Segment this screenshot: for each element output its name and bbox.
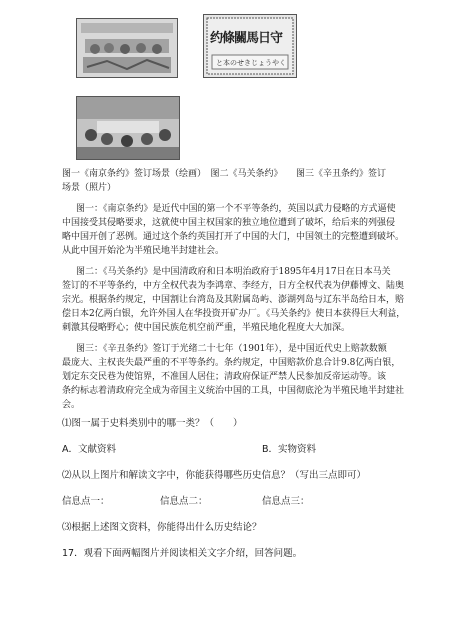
- image-captions-cont: 场景（照片）: [62, 183, 117, 193]
- paragraph-1-line-2: 中国接受其侵略要求，这就使中国主权国家的独立地位遭到了破坏，给后来的列强侵: [62, 218, 396, 228]
- info-point-1[interactable]: 信息点一：: [62, 496, 110, 507]
- paragraph-1-line-4: 从此中国开始沦为半殖民地半封建社会。: [62, 246, 225, 256]
- option-a[interactable]: A．文献资料: [62, 444, 116, 455]
- boxer-protocol-photo: [76, 96, 180, 160]
- question-3: ⑶根据上述图文资料，你能得出什么历史结论？: [62, 522, 262, 533]
- paragraph-3-line-2: 最庞大、主权丧失最严重的不平等条约。条约规定，中国赔款价息合计9.8亿两白银，: [62, 358, 401, 368]
- paragraph-2-line-2: 签订的不平等条约，中方全权代表为李鸿章、李经方，日方全权代表为伊藤博文、陆奥: [62, 281, 405, 291]
- paragraph-2-line-1: 图二：《马关条约》是中国清政府和日本明治政府于1895年4月17日在日本马关: [76, 267, 391, 277]
- paragraph-3-line-3: 划定东交民巷为使馆界，不准国人居住；清政府保证严禁人民参加反帝运动等。该: [62, 372, 387, 382]
- shimonoseki-treaty-stamp: [203, 14, 297, 78]
- paragraph-2-line-3: 宗光。根据条约规定，中国割让台湾岛及其附属岛屿、澎湖列岛与辽东半岛给日本，赔: [62, 295, 405, 305]
- image-captions: 图一《南京条约》签订场景（绘画） 图二《马关条约》 图三《辛丑条约》签订: [62, 169, 387, 179]
- question-2: ⑵从以上图片和解读文字中，你能获得哪些历史信息？（写出三点即可）: [62, 470, 367, 481]
- paragraph-3-line-5: 会。: [62, 400, 81, 410]
- photo-illustration: [77, 97, 179, 159]
- stamp-title: 约條關馬日守: [210, 31, 283, 46]
- paragraph-2-line-5: 刺激其侵略野心；使中国民族危机空前严重，半殖民地化程度大大加深。: [62, 323, 351, 333]
- option-b[interactable]: B．实物资料: [262, 444, 317, 455]
- paragraph-3-line-1: 图三：《辛丑条约》签订于光绪二十七年（1901年），是中国近代史上赔款数额: [76, 344, 387, 354]
- question-1: ⑴图一属于史料类别中的哪一类？（ ）: [62, 418, 243, 429]
- paragraph-3-line-4: 条约标志着清政府完全成为帝国主义统治中国的工具，中国彻底沦为半殖民地半封建社: [62, 386, 405, 396]
- question-17: 17．观看下面两幅图片并阅读相关文字介绍，回答问题。: [62, 548, 303, 559]
- info-point-3[interactable]: 信息点三：: [262, 496, 310, 507]
- painting-illustration: [77, 19, 177, 77]
- paragraph-1-line-1: 图一：《南京条约》是近代中国的第一个不平等条约，英国以武力侵略的方式逼使: [76, 204, 396, 214]
- stamp-subtitle: と本のせきじょうやく: [216, 59, 286, 67]
- nanjing-treaty-painting: [76, 18, 178, 78]
- paragraph-1-line-3: 略中国开创了恶例。通过这个条约英国打开了中国的大门，中国领土的完整遭到破坏。: [62, 232, 405, 242]
- info-point-2[interactable]: 信息点二：: [160, 496, 208, 507]
- paragraph-2-line-4: 偿日本2亿两白银，允许外国人在华投资开矿办厂。《马关条约》使日本获得巨大利益，: [62, 309, 406, 319]
